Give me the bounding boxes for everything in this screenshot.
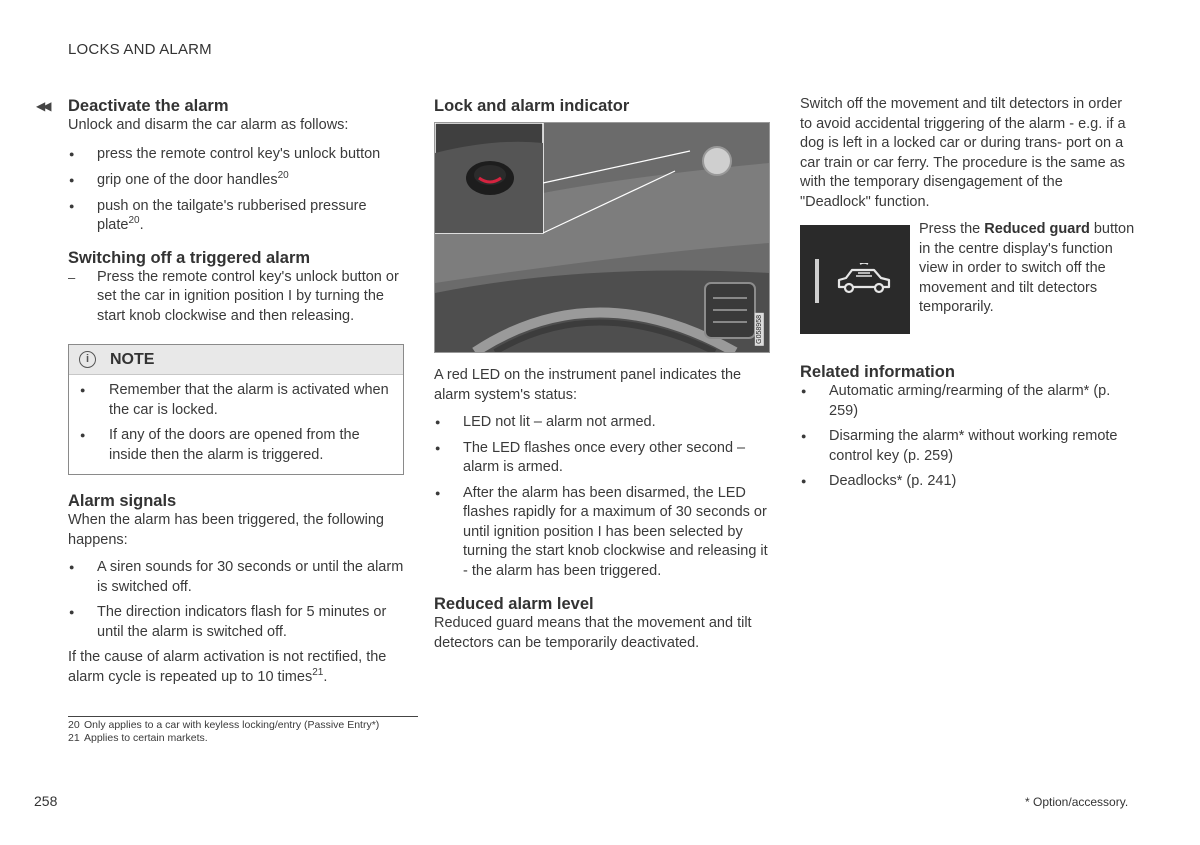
footnote: 20 Only applies to a car with keyless locking/entry (Passive Entry*) — [68, 719, 380, 731]
dashboard-photo — [434, 122, 770, 353]
page-number: 258 — [34, 793, 58, 809]
led-list — [434, 413, 770, 581]
double-left-arrow-icon[interactable]: ◀◀ — [36, 99, 49, 113]
column-left — [68, 96, 404, 687]
deactivate-list — [68, 145, 404, 236]
signals-intro: When the alarm has been triggered, the following happens: — [68, 512, 384, 548]
heading-alarm-signals: Alarm signals — [68, 492, 177, 510]
related-link[interactable]: ● Disarming the alarm* without working remote control key (p. 259) — [800, 427, 1136, 466]
note-body — [69, 375, 403, 474]
list-item: ● The LED flashes once every other second – alarm is armed. — [434, 439, 770, 478]
footnotes — [68, 716, 418, 745]
reduced-guard-block — [800, 221, 1136, 334]
list-item: ● If any of the doors are opened from the inside then the alarm is triggered. — [79, 426, 393, 465]
deactivate-intro: Unlock and disarm the car alarm as follows: — [68, 117, 349, 133]
option-accessory-note: * Option/accessory. — [1025, 795, 1129, 809]
signals-list — [68, 558, 404, 642]
press-reduced-guard-text: Press the Reduced guard button in the centre display's function view in order to switch off the movement and tilt detectors temporarily. — [919, 221, 1135, 315]
signals-outro: If the cause of alarm activation is not rectified, the alarm cycle is repeated up to 10 times$^{21}$. — [68, 649, 387, 685]
related-link[interactable]: ● Automatic arming/rearming of the alarm* (p. 259) — [800, 382, 1136, 421]
list-item: – Press the remote control key's unlock button or set the car in ignition position I by turning the start knob clockwise and then releasing. — [68, 268, 404, 327]
heading-lock-alarm-indicator: Lock and alarm indicator — [434, 97, 630, 115]
related-link[interactable]: ● Deadlocks* (p. 241) — [800, 472, 1136, 492]
reduced-text: Reduced guard means that the movement and tilt detectors can be temporarily deactivated. — [434, 615, 752, 651]
related-list — [800, 382, 1136, 492]
image-code: G058958 — [756, 315, 763, 344]
section-header: LOCKS AND ALARM — [68, 41, 212, 58]
list-item: ● push on the tailgate's rubberised pressure plate$^{20}$. — [68, 197, 404, 236]
heading-deactivate-alarm: Deactivate the alarm — [68, 97, 229, 115]
reduced-guard-button-image — [800, 225, 910, 334]
switch-list — [68, 268, 404, 327]
dashboard-illustration — [435, 123, 769, 352]
list-item: ● The direction indicators flash for 5 minutes or until the alarm is switched off. — [68, 603, 404, 642]
heading-switch-off-alarm: Switching off a triggered alarm — [68, 248, 311, 267]
info-icon: i — [79, 351, 96, 368]
list-item: ● grip one of the door handles$^{20}$ — [68, 171, 404, 191]
column-right — [800, 95, 1136, 492]
footnote: 21 Applies to certain markets. — [68, 732, 208, 744]
list-item: ● A siren sounds for 30 seconds or until the alarm is switched off. — [68, 558, 404, 597]
list-item: ● After the alarm has been disarmed, the LED flashes rapidly for a maximum of 30 seconds or until ignition position I has been selected by turning the start knob clockwise and releasing it - the alarm has been triggered. — [434, 484, 770, 582]
led-intro: A red LED on the instrument panel indicates the alarm system's status: — [434, 367, 742, 403]
car-movement-sensor-icon — [834, 263, 894, 297]
heading-related-information: Related information — [800, 363, 955, 381]
list-item: ● Remember that the alarm is activated when the car is locked. — [79, 381, 393, 420]
note-header — [69, 345, 403, 375]
column-middle — [434, 96, 770, 653]
note-box — [68, 344, 404, 475]
indicator-bar — [815, 259, 819, 303]
heading-reduced-alarm-level: Reduced alarm level — [434, 595, 594, 613]
movement-detector-intro: Switch off the movement and tilt detectors in order to avoid accidental triggering of the alarm - e.g. if a dog is left in a locked car or during trans- port on a car train or car ferry. The procedure is the same as with the temporary disengagement of the "Deadlock" function. — [800, 96, 1126, 210]
list-item: ● LED not lit – alarm not armed. — [434, 413, 770, 433]
note-title: NOTE — [110, 350, 155, 368]
list-item: ● press the remote control key's unlock button — [68, 145, 404, 165]
